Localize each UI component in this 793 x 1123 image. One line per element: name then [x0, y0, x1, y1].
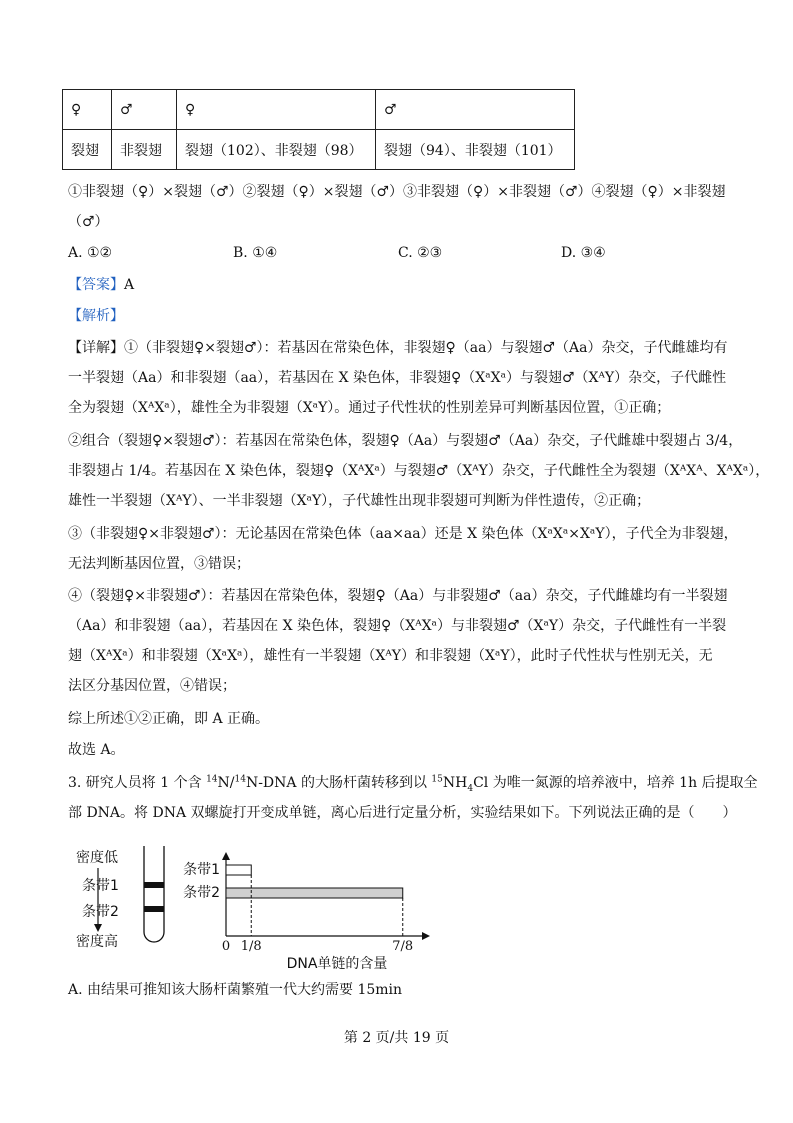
tick-label: 7/8	[392, 939, 414, 954]
detail-line-10: （Aa）和非裂翅（aa），若基因在 X 染色体，裂翅♀（XᴬXᵃ）与非裂翅♂（XᵃY）杂交，子代雌性有一半裂	[68, 618, 727, 634]
table-cell: 非裂翅	[112, 130, 177, 170]
answer-line	[68, 275, 134, 295]
tube-band1	[144, 882, 164, 888]
table-cell: 裂翅	[63, 130, 112, 170]
detail-line-7: ③（非裂翅♀×非裂翅♂）：无论基因在常染色体（aa×aa）还是 X 染色体（XᵃXᵃ×XᵃY），子代全为非裂翅，	[68, 526, 738, 542]
arrow-head-icon	[94, 924, 102, 932]
band-content-chart	[183, 852, 430, 972]
isotope-sup: 15	[431, 774, 443, 785]
tick-label: 0	[221, 939, 231, 954]
conclusion-line: 故选 A。	[68, 742, 125, 758]
table-row	[63, 130, 575, 170]
detail-text: ①（非裂翅♀×裂翅♂）：若基因在常染色体，非裂翅♀（aa）与裂翅♂（Aa）杂交，子代雌雄均有	[124, 340, 728, 356]
table-cell: ♀	[177, 90, 376, 130]
tube-band1-label: 条带1	[82, 878, 119, 894]
tube-band2-label: 条带2	[82, 904, 119, 920]
x-axis-label: DNA单链的含量	[286, 956, 388, 972]
stem-text: Cl 为唯一氮源的培养液中，培养 1h 后提取全	[473, 775, 758, 791]
tick-label: 1/8	[240, 939, 262, 954]
detail-line-6: 雄性一半裂翅（XᴬY）、一半非裂翅（XᵃY），子代雄性出现非裂翅可判断为伴性遗传，②正确；	[68, 493, 651, 509]
question3-stem-line2: 部 DNA。将 DNA 双螺旋打开变成单链，离心后进行定量分析，实验结果如下。下列说法正确的是（ ）	[68, 805, 737, 821]
table-cell: ♂	[112, 90, 177, 130]
detail-line-4: ②组合（裂翅♀×裂翅♂）：若基因在常染色体，裂翅♀（Aa）与裂翅♂（Aa）杂交，子代雌雄中裂翅占 3/4，	[68, 433, 743, 449]
answer-tag: 【答案】	[68, 277, 124, 293]
table-cell: ♀	[63, 90, 112, 130]
question3-stem-line1	[68, 773, 758, 793]
table-cell: 裂翅（94）、非裂翅（101）	[376, 130, 575, 170]
choice-b: B. ①④	[233, 245, 278, 261]
detail-line-11: 翅（XᴬXᵃ）和非裂翅（XᵃXᵃ），雄性有一半裂翅（XᴬY）和非裂翅（XᵃY），此时子代性状与性别无关，无	[68, 648, 713, 664]
detail-tag: 【详解】	[68, 340, 124, 356]
density-low-label: 密度低	[76, 850, 118, 866]
detail-line-3: 全为裂翅（XᴬXᵃ），雄性全为非裂翅（XᵃY）。通过子代性状的性别差异可判断基因位置，①正确；	[68, 400, 671, 416]
detail-line-5: 非裂翅占 1/4。若基因在 X 染色体，裂翅♀（XᴬXᵃ）与裂翅♂（XᴬY）杂交，子代雌性全为裂翅（XᴬXᴬ、XᴬXᵃ），	[68, 463, 770, 479]
stem-text: NH	[442, 775, 468, 791]
summary-line: 综上所述①②正确，即 A 正确。	[68, 711, 270, 727]
analysis-label: 【解析】	[68, 308, 124, 324]
page-footer: 第 2 页/共 19 页	[343, 1030, 450, 1046]
table-row	[63, 90, 575, 130]
choice-c: C. ②③	[398, 245, 443, 261]
stem-text: N/	[217, 775, 235, 791]
detail-line-2: 一半裂翅（Aa）和非裂翅（aa），若基因在 X 染色体，非裂翅♀（XᵃXᵃ）与裂翅♂（XᴬY）杂交，子代雌性	[68, 370, 727, 386]
x-axis-arrow-icon	[422, 932, 430, 940]
stem-text: 3. 研究人员将 1 个含	[68, 775, 207, 791]
answer-value: A	[124, 277, 135, 293]
centrifuge-figure	[66, 840, 446, 980]
detail-line-8: 无法判断基因位置，③错误；	[68, 556, 250, 572]
chart-bar	[226, 865, 251, 875]
table-cell: 裂翅（102）、非裂翅（98）	[177, 130, 376, 170]
question-options-line2: （♂）	[68, 214, 109, 230]
isotope-sup: 14	[234, 774, 246, 785]
detail-line-1	[68, 338, 727, 358]
question3-option-a: A. 由结果可推知该大肠杆菌繁殖一代大约需要 15min	[68, 982, 403, 998]
question-options-line1: ①非裂翅（♀）×裂翅（♂）②裂翅（♀）×裂翅（♂）③非裂翅（♀）×非裂翅（♂）④裂翅（♀）×非裂翅	[68, 184, 726, 200]
centrifuge-tube	[144, 846, 164, 942]
cross-result-table	[62, 89, 575, 170]
formula-sub: 4	[467, 783, 474, 794]
tube-band2	[144, 906, 164, 912]
density-high-label: 密度高	[76, 934, 118, 950]
isotope-sup: 14	[206, 774, 218, 785]
chart-bar	[226, 888, 403, 898]
chart-category-label: 条带1	[183, 862, 220, 878]
stem-text: N-DNA 的大肠杆菌转移到以	[245, 775, 432, 791]
choice-a: A. ①②	[68, 245, 113, 261]
chart-category-label: 条带2	[183, 885, 220, 901]
table-cell: ♂	[376, 90, 575, 130]
analysis-tag	[68, 306, 124, 326]
y-axis-arrow-icon	[222, 852, 230, 860]
detail-line-9: ④（裂翅♀×非裂翅♂）：若基因在常染色体，裂翅♀（Aa）与非裂翅♂（aa）杂交，子代雌雄均有一半裂翅	[68, 588, 728, 604]
choice-d: D. ③④	[561, 245, 606, 261]
detail-line-12: 法区分基因位置，④错误；	[68, 678, 236, 694]
